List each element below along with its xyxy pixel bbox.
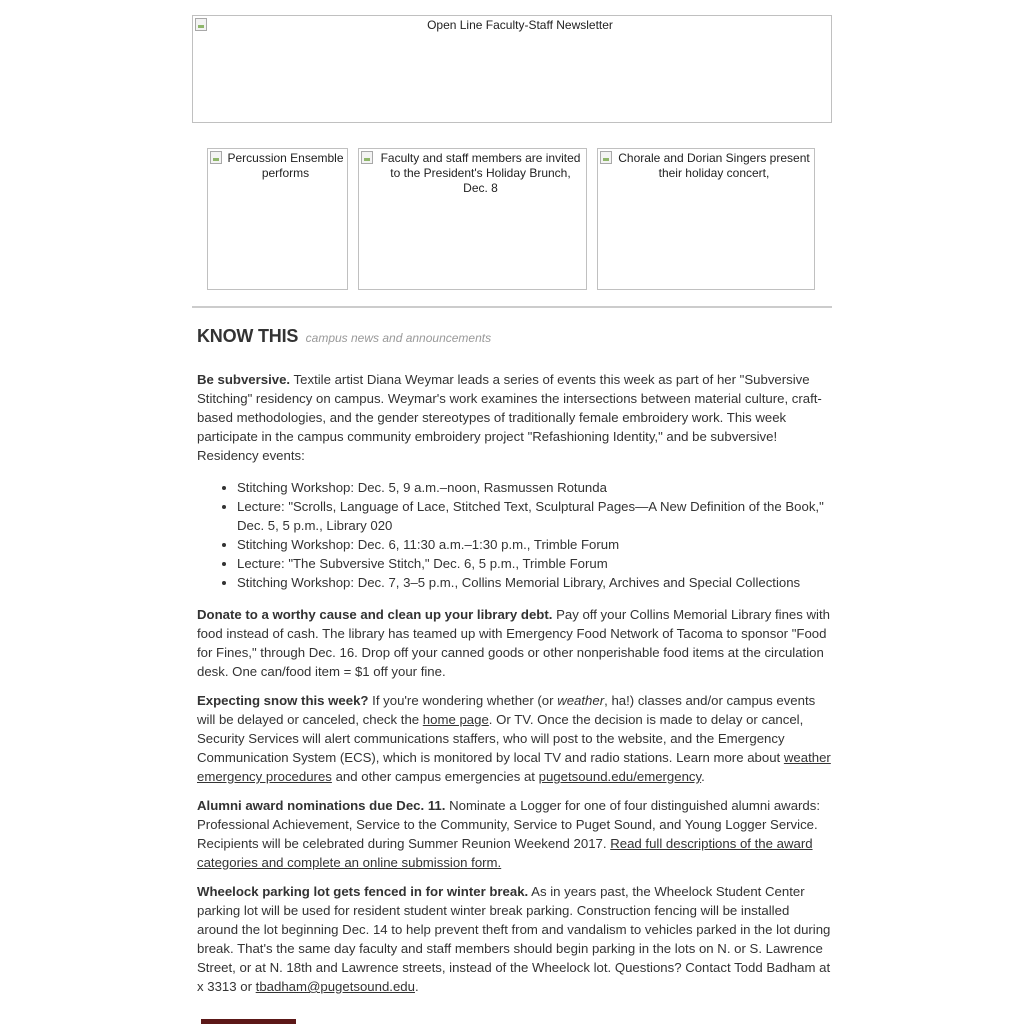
article-headline: Be subversive. [197, 372, 291, 387]
weather-procedures-link[interactable]: weather emergency procedures [197, 750, 831, 784]
article-donate [197, 605, 832, 681]
broken-image-icon [361, 151, 373, 164]
footer-accent-bar [201, 1019, 296, 1024]
article-text: , ha!) classes and/or campus events will be delayed or canceled, check the [197, 693, 816, 727]
list-item: • Lecture: "The Subversive Stitch," Dec. 6, 5 p.m., Trimble Forum [237, 554, 832, 573]
article-text: . [414, 979, 419, 994]
list-item: • Stitching Workshop: Dec. 7, 3–5 p.m., Collins Memorial Library, Archives and Special Collections [237, 573, 832, 592]
masthead-image[interactable] [192, 15, 832, 123]
article-text-emphasis: weather [557, 693, 605, 708]
feature-image-percussion[interactable] [207, 148, 348, 290]
list-item: • Stitching Workshop: Dec. 6, 11:30 a.m.–1:30 p.m., Trimble Forum [237, 535, 832, 554]
broken-image-icon [195, 18, 207, 31]
article-body: Textile artist Diana Weymar leads a series of events this week as part of her "Subversive Stitching" residency on campus. Weymar's work examines the intersections between material culture, craft-based methodologies, and the gender stereotypes of traditionally female embroidery work. This week participate in the campus community embroidery project "Refashioning Identity," and be subversive! Residency events: [197, 372, 822, 463]
feature-alt-text: Percussion Ensemble performs [227, 151, 344, 180]
emergency-link[interactable]: pugetsound.edu/emergency [538, 769, 702, 784]
article-headline: Wheelock parking lot gets fenced in for winter break. [197, 884, 529, 899]
home-page-link[interactable]: home page [422, 712, 489, 727]
article-body: Nominate a Logger for one of four distinguished alumni awards: Professional Achievement, Service to the Community, Service to Puget Sound, and Young Logger Service. Recipients will be celebrated during Summer Reunion Weekend 2017. [197, 798, 821, 851]
feature-alt-text: Faculty and staff members are invited to the President's Holiday Brunch, Dec. 8 [380, 151, 581, 195]
article-alumni [197, 796, 832, 872]
section-title: KNOW THIS [197, 326, 299, 346]
article-text: . [701, 769, 705, 784]
section-subtitle: campus news and announcements [305, 331, 492, 345]
article-headline: Donate to a worthy cause and clean up your library debt. [197, 607, 553, 622]
article-snow [197, 691, 832, 786]
article-body: Pay off your Collins Memorial Library fines with food instead of cash. The library has teamed up with Emergency Food Network of Tacoma to sponsor "Food for Fines," through Dec. 16. Drop off your canned goods or other nonperishable food items at the circulation desk. One can/food item = $1 off your fine. [197, 607, 830, 679]
list-item: • Stitching Workshop: Dec. 5, 9 a.m.–noon, Rasmussen Rotunda [237, 478, 832, 497]
article-headline: Alumni award nominations due Dec. 11. [197, 798, 446, 813]
article-text: . Or TV. Once the decision is made to delay or cancel, Security Services will alert communications staffers, who will post to the website, and the Emergency Communication System (ECS), which is monitored by local TV and radio stations. Learn more about [197, 712, 804, 765]
section-heading [197, 326, 491, 347]
article-list [197, 370, 832, 1006]
article-text: If you're wondering whether (or [372, 693, 554, 708]
broken-image-icon [210, 151, 222, 164]
feature-alt-text: Chorale and Dorian Singers present their holiday concert, [618, 151, 810, 180]
broken-image-icon [600, 151, 612, 164]
contact-email-link[interactable]: tbadham@pugetsound.edu [255, 979, 415, 994]
article-headline: Expecting snow this week? [197, 693, 369, 708]
masthead-alt-text: Open Line Faculty-Staff Newsletter [427, 18, 613, 32]
article-subversive [197, 370, 832, 465]
section-divider [192, 306, 832, 308]
article-body: As in years past, the Wheelock Student Center parking lot will be used for resident student winter break parking. Construction fencing will be installed around the lot beginning Dec. 14 to help prevent theft from and vandalism to vehicles parked in the lot during break. That's the same day faculty and staff members should begin parking in the lots on N. or S. Lawrence Street, or at N. 18th and Lawrence streets, instead of the Wheelock lot. Questions? Contact Todd Badham at x 3313 or [197, 884, 831, 994]
list-item: • Lecture: "Scrolls, Language of Lace, Stitched Text, Sculptural Pages—A New Definition of the Book," Dec. 5, 5 p.m., Library 020 [237, 497, 832, 535]
residency-events-list [197, 478, 832, 592]
article-text: and other campus emergencies at [335, 769, 535, 784]
article-parking [197, 882, 832, 996]
award-descriptions-link[interactable]: Read full descriptions of the award categories and complete an online submission form. [197, 836, 813, 870]
feature-image-holiday-brunch[interactable] [358, 148, 587, 290]
feature-image-holiday-concert[interactable] [597, 148, 815, 290]
